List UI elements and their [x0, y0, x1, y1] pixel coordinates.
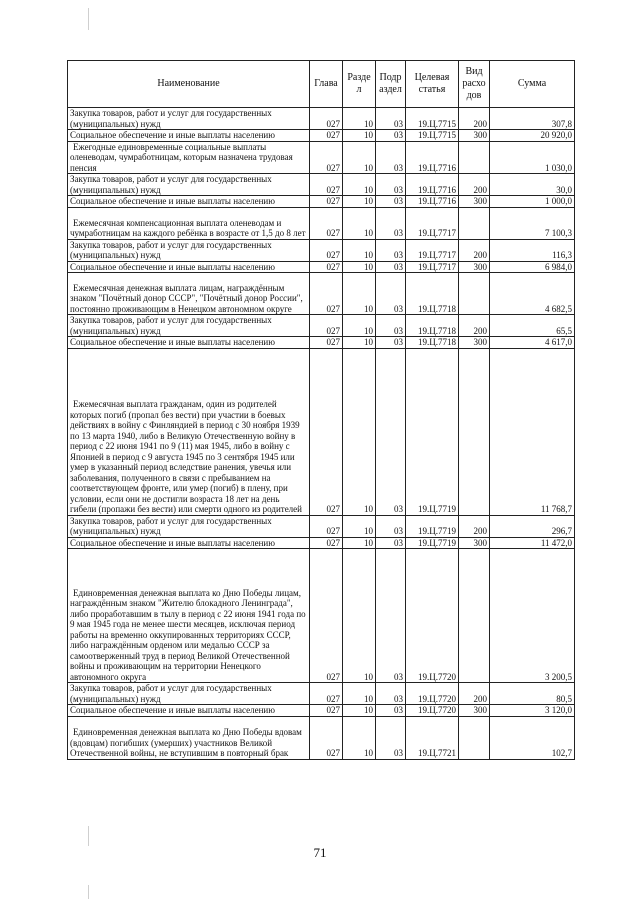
table-row	[68, 537, 575, 549]
row-subsection: 03	[376, 537, 406, 549]
row-sum: 7 100,3	[490, 207, 575, 239]
row-chapter: 027	[310, 337, 343, 349]
row-sum: 11 472,0	[490, 537, 575, 549]
table-row	[68, 261, 575, 273]
row-sum: 65,5	[490, 315, 575, 337]
row-subsection: 03	[376, 549, 406, 683]
row-target: 19.Ц.7717	[406, 261, 459, 273]
row-target: 19.Ц.7715	[406, 130, 459, 142]
row-target: 19.Ц.7715	[406, 108, 459, 130]
row-section: 10	[343, 705, 376, 717]
header-sum: Сумма	[490, 61, 575, 108]
table-row	[68, 141, 575, 174]
row-target: 19.Ц.7717	[406, 207, 459, 239]
row-subsection: 03	[376, 515, 406, 537]
row-section: 10	[343, 549, 376, 683]
table-row	[68, 705, 575, 717]
header-type: Вид расхо дов	[459, 61, 490, 108]
row-type: 300	[459, 705, 490, 717]
row-name: Социальное обеспечение и иные выплаты населению	[68, 537, 310, 549]
table-row	[68, 207, 575, 239]
header-target: Целевая статья	[406, 61, 459, 108]
row-target: 19.Ц.7719	[406, 537, 459, 549]
row-chapter: 027	[310, 174, 343, 196]
row-type: 300	[459, 261, 490, 273]
row-sum: 296,7	[490, 515, 575, 537]
row-subsection: 03	[376, 315, 406, 337]
row-sum: 3 120,0	[490, 705, 575, 717]
row-section: 10	[343, 261, 376, 273]
row-subsection: 03	[376, 141, 406, 174]
row-name: Ежегодные единовременные социальные выплаты оленеводам, чумработницам, которым назначена трудовая пенсия	[68, 141, 310, 174]
row-type: 200	[459, 108, 490, 130]
row-chapter: 027	[310, 315, 343, 337]
table-row	[68, 549, 575, 683]
row-subsection: 03	[376, 108, 406, 130]
row-subsection: 03	[376, 716, 406, 759]
row-name: Закупка товаров, работ и услуг для государственных (муниципальных) нужд	[68, 108, 310, 130]
row-target: 19.Ц.7719	[406, 515, 459, 537]
row-type	[459, 207, 490, 239]
row-sum: 4 617,0	[490, 337, 575, 349]
table-row	[68, 130, 575, 142]
table-row	[68, 683, 575, 705]
row-chapter: 027	[310, 261, 343, 273]
row-subsection: 03	[376, 196, 406, 208]
row-subsection: 03	[376, 261, 406, 273]
table-row	[68, 108, 575, 130]
row-name: Единовременная денежная выплата ко Дню Победы вдовам (вдовцам) погибших (умерших) участников Великой Отечественной войны, не вступившим в повторный брак	[68, 716, 310, 759]
row-subsection: 03	[376, 130, 406, 142]
row-type	[459, 273, 490, 315]
row-chapter: 027	[310, 549, 343, 683]
table-row	[68, 716, 575, 759]
row-type: 200	[459, 315, 490, 337]
table-row	[68, 348, 575, 515]
row-chapter: 027	[310, 130, 343, 142]
row-sum: 4 682,5	[490, 273, 575, 315]
row-chapter: 027	[310, 207, 343, 239]
row-section: 10	[343, 716, 376, 759]
row-subsection: 03	[376, 207, 406, 239]
row-subsection: 03	[376, 683, 406, 705]
row-target: 19.Ц.7721	[406, 716, 459, 759]
row-type: 300	[459, 130, 490, 142]
row-subsection: 03	[376, 239, 406, 261]
table-row	[68, 239, 575, 261]
row-section: 10	[343, 683, 376, 705]
header-section: Разде л	[343, 61, 376, 108]
table-row	[68, 515, 575, 537]
table-row	[68, 337, 575, 349]
row-target: 19.Ц.7716	[406, 196, 459, 208]
row-sum: 80,5	[490, 683, 575, 705]
row-chapter: 027	[310, 683, 343, 705]
row-section: 10	[343, 130, 376, 142]
row-section: 10	[343, 537, 376, 549]
row-type: 300	[459, 337, 490, 349]
row-sum: 20 920,0	[490, 130, 575, 142]
row-subsection: 03	[376, 705, 406, 717]
row-target: 19.Ц.7718	[406, 315, 459, 337]
row-section: 10	[343, 315, 376, 337]
row-chapter: 027	[310, 348, 343, 515]
row-sum: 1 000,0	[490, 196, 575, 208]
row-name: Закупка товаров, работ и услуг для государственных (муниципальных) нужд	[68, 174, 310, 196]
table-row	[68, 315, 575, 337]
row-section: 10	[343, 196, 376, 208]
table-header-row	[68, 61, 575, 108]
row-section: 10	[343, 273, 376, 315]
row-target: 19.Ц.7718	[406, 273, 459, 315]
row-subsection: 03	[376, 273, 406, 315]
row-name: Закупка товаров, работ и услуг для государственных (муниципальных) нужд	[68, 683, 310, 705]
budget-table	[67, 60, 575, 760]
row-subsection: 03	[376, 348, 406, 515]
row-sum: 116,3	[490, 239, 575, 261]
row-target: 19.Ц.7716	[406, 174, 459, 196]
row-name: Ежемесячная денежная выплата лицам, награждённым знаком "Почётный донор СССР", "Почётный донор России", постоянно проживающим в Ненецком автономном округе	[68, 273, 310, 315]
left-margin-mark	[88, 8, 89, 30]
row-chapter: 027	[310, 141, 343, 174]
row-type: 300	[459, 537, 490, 549]
row-chapter: 027	[310, 273, 343, 315]
row-section: 10	[343, 239, 376, 261]
left-margin-mark	[88, 885, 89, 899]
header-subsection: Подр аздел	[376, 61, 406, 108]
row-section: 10	[343, 174, 376, 196]
row-chapter: 027	[310, 537, 343, 549]
row-name: Социальное обеспечение и иные выплаты населению	[68, 196, 310, 208]
row-target: 19.Ц.7716	[406, 141, 459, 174]
page-number: 71	[313, 845, 327, 860]
row-section: 10	[343, 515, 376, 537]
row-type	[459, 348, 490, 515]
row-name: Единовременная денежная выплата ко Дню Победы лицам, награждённым знаком "Жителю блокадного Ленинграда", либо проработавшим в тылу в период с 22 июня 1941 года по 9 мая 1945 года не менее шести месяцев, исключая период работы на временно оккупированных территориях СССР, либо награждённым орденом или медалью СССР за самоотверженный труд в период Великой Отечественной войны и проживающим на территории Ненецкого автономного округа	[68, 549, 310, 683]
row-chapter: 027	[310, 716, 343, 759]
row-name: Социальное обеспечение и иные выплаты населению	[68, 261, 310, 273]
row-name: Закупка товаров, работ и услуг для государственных (муниципальных) нужд	[68, 239, 310, 261]
row-section: 10	[343, 108, 376, 130]
row-sum: 1 030,0	[490, 141, 575, 174]
row-target: 19.Ц.7720	[406, 549, 459, 683]
row-target: 19.Ц.7717	[406, 239, 459, 261]
table-row	[68, 174, 575, 196]
row-type	[459, 716, 490, 759]
row-sum: 11 768,7	[490, 348, 575, 515]
row-type	[459, 549, 490, 683]
row-sum: 3 200,5	[490, 549, 575, 683]
row-sum: 102,7	[490, 716, 575, 759]
row-section: 10	[343, 141, 376, 174]
header-chapter: Глава	[310, 61, 343, 108]
row-section: 10	[343, 348, 376, 515]
row-target: 19.Ц.7720	[406, 705, 459, 717]
row-chapter: 027	[310, 705, 343, 717]
row-target: 19.Ц.7718	[406, 337, 459, 349]
header-name: Наименование	[68, 61, 310, 108]
table-row	[68, 196, 575, 208]
row-name: Ежемесячная выплата гражданам, один из родителей которых погиб (пропал без вести) при участии в боевых действиях в войну с Финляндией в период с 30 ноября 1939 по 13 марта 1940, либо в Великую Отечественную войну в период с 22 июня 1941 по 9 (11) мая 1945, либо в войну с Японией в период с 9 августа 1945 по 3 сентября 1945 или умер в указанный период вследствие ранения, увечья или заболевания, полученного в связи с пребыванием на соответствующем фронте, или умер (погиб) в плену, при условии, если они не достигли возраста 18 лет на день гибели (пропажи без вести) или смерти одного из родителей	[68, 348, 310, 515]
row-subsection: 03	[376, 174, 406, 196]
row-chapter: 027	[310, 196, 343, 208]
row-chapter: 027	[310, 239, 343, 261]
row-target: 19.Ц.7720	[406, 683, 459, 705]
table-row	[68, 273, 575, 315]
row-name: Ежемесячная компенсационная выплата оленеводам и чумработницам на каждого ребёнка в возрасте от 1,5 до 8 лет	[68, 207, 310, 239]
row-type: 300	[459, 196, 490, 208]
left-margin-mark	[88, 826, 89, 846]
row-name: Социальное обеспечение и иные выплаты населению	[68, 130, 310, 142]
row-subsection: 03	[376, 337, 406, 349]
row-chapter: 027	[310, 515, 343, 537]
row-chapter: 027	[310, 108, 343, 130]
row-name: Социальное обеспечение и иные выплаты населению	[68, 337, 310, 349]
row-section: 10	[343, 207, 376, 239]
row-target: 19.Ц.7719	[406, 348, 459, 515]
row-sum: 30,0	[490, 174, 575, 196]
row-sum: 6 984,0	[490, 261, 575, 273]
table-body	[68, 108, 575, 760]
row-type: 200	[459, 174, 490, 196]
row-section: 10	[343, 337, 376, 349]
row-type: 200	[459, 515, 490, 537]
row-name: Закупка товаров, работ и услуг для государственных (муниципальных) нужд	[68, 315, 310, 337]
row-name: Закупка товаров, работ и услуг для государственных (муниципальных) нужд	[68, 515, 310, 537]
row-sum: 307,8	[490, 108, 575, 130]
row-name: Социальное обеспечение и иные выплаты населению	[68, 705, 310, 717]
row-type	[459, 141, 490, 174]
row-type: 200	[459, 239, 490, 261]
row-type: 200	[459, 683, 490, 705]
